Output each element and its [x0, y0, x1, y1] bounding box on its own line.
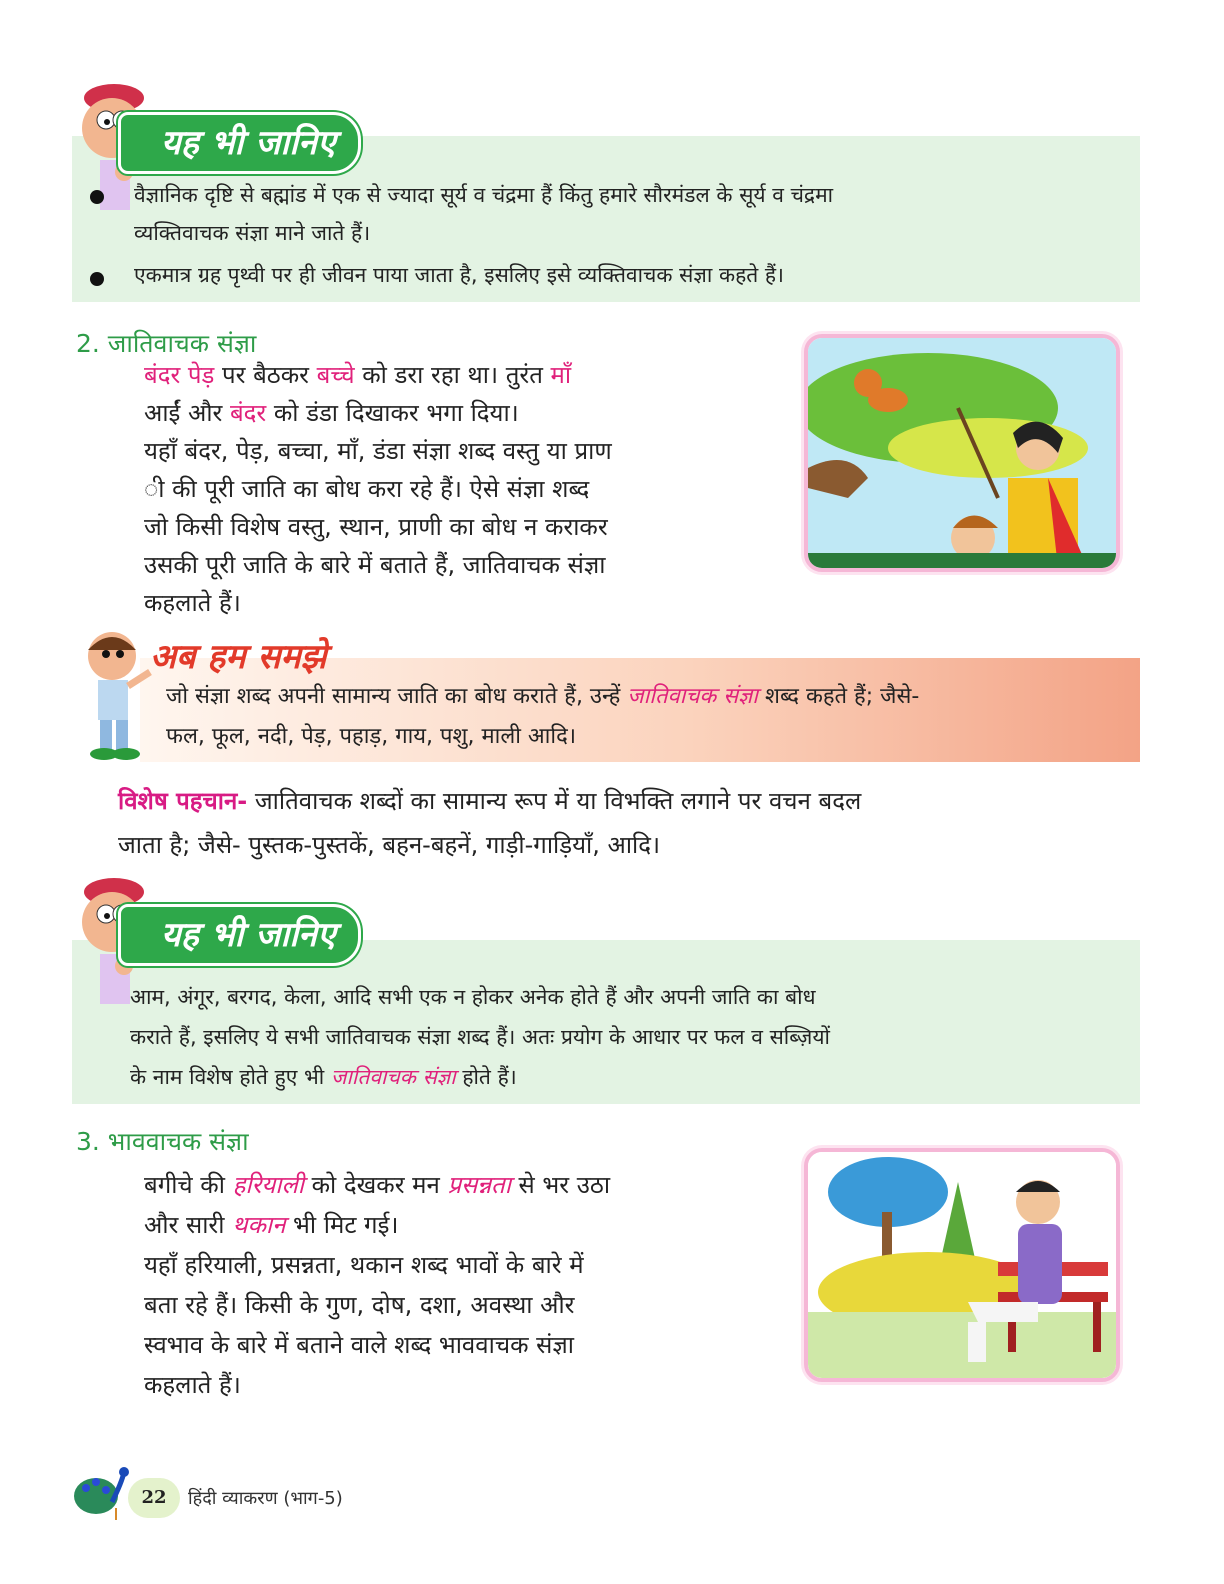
text-run: भी मिट गई। [285, 1211, 399, 1239]
highlight-word: हरियाली [232, 1171, 304, 1199]
pointing-boy-icon [74, 624, 154, 764]
section-2-line7: कहलाते हैं। [144, 589, 241, 617]
samjhe-line1 [166, 678, 919, 716]
highlight-term: जातिवाचक संज्ञा [627, 684, 758, 709]
section-2-line5: जो किसी विशेष वस्तु, स्थान, प्राणी का बोध न कराकर [144, 513, 608, 541]
bullet-dot [90, 272, 104, 286]
monkey-tree-icon [808, 338, 1116, 568]
box1-title: यह भी जानिए [118, 112, 361, 174]
box1-bullet-1-line1: वैज्ञानिक दृष्टि से बह्मांड में एक से ज्यादा सूर्य व चंद्रमा हैं किंतु हमारे सौरमंडल के सूर्य व चंद्रमा [134, 183, 834, 207]
section-3-line4: बता रहे हैं। किसी के गुण, दोष, दशा, अवस्था और [144, 1291, 575, 1319]
highlight-term: जातिवाचक संज्ञा [330, 1065, 456, 1089]
section-3-line3: यहाँ हरियाली, प्रसन्नता, थकान शब्द भावों के बारे में [144, 1251, 584, 1279]
page-number: 22 [128, 1478, 180, 1518]
highlight-word: थकान [232, 1211, 286, 1239]
box2-line2: कराते हैं, इसलिए ये सभी जातिवाचक संज्ञा शब्द हैं। अतः प्रयोग के आधार पर फल व सब्ज़ियों [130, 1025, 830, 1049]
highlight-word: बंदर पेड़ [144, 361, 215, 389]
text-run: के नाम विशेष होते हुए भी [130, 1065, 331, 1089]
book-title: हिंदी व्याकरण (भाग-5) [188, 1488, 343, 1509]
box1-bullet-2: एकमात्र ग्रह पृथ्वी पर ही जीवन पाया जाता है, इसलिए इसे व्यक्तिवाचक संज्ञा कहते हैं। [134, 263, 784, 287]
box2-line1: आम, अंगूर, बरगद, केला, आदि सभी एक न होकर अनेक होते हैं और अपनी जाति का बोध [130, 985, 816, 1009]
section-3-line2 [144, 1206, 398, 1244]
box2-title: यह भी जानिए [118, 904, 361, 966]
man-bench-icon [808, 1152, 1116, 1378]
section-3-heading: 3. भाववाचक संज्ञा [76, 1127, 249, 1156]
text-run: को डरा रहा था। तुरंत [354, 361, 551, 389]
text-run: को डंडा दिखाकर भगा दिया। [266, 399, 519, 427]
highlight-word: बच्चे [316, 361, 355, 389]
text-run: शब्द कहते हैं; जैसे- [757, 684, 920, 709]
text-run: आईं और [144, 399, 230, 427]
visesh-line1 [118, 782, 861, 820]
highlight-word: बंदर [229, 399, 267, 427]
section-3-line5: स्वभाव के बारे में बताने वाले शब्द भाववाचक संज्ञा [144, 1331, 574, 1359]
text-run: को देखकर मन [303, 1171, 448, 1199]
section-2-heading: 2. जातिवाचक संज्ञा [76, 329, 257, 358]
samjhe-line2: फल, फूल, नदी, पेड़, पहाड़, गाय, पशु, माली आदि। [166, 724, 577, 749]
section-2-line4: ी की पूरी जाति का बोध करा रहे हैं। ऐसे संज्ञा शब्द [144, 475, 590, 503]
park-bench-illustration [804, 1148, 1120, 1382]
peacock-icon [72, 1462, 136, 1522]
visesh-label: विशेष पहचान- [118, 787, 248, 815]
text-run: जो संज्ञा शब्द अपनी सामान्य जाति का बोध कराते हैं, उन्हें [166, 684, 628, 709]
text-run: बगीचे की [144, 1171, 233, 1199]
section-2-line3: यहाँ बंदर, पेड़, बच्चा, माँ, डंडा संज्ञा शब्द वस्तु या प्राण [144, 437, 612, 465]
section-3-line6: कहलाते हैं। [144, 1371, 241, 1399]
section-2-line2 [144, 394, 519, 432]
text-run: से भर उठा [510, 1171, 611, 1199]
monkey-illustration [804, 334, 1120, 572]
box2-line3 [130, 1058, 517, 1096]
text-run: होते हैं। [455, 1065, 517, 1089]
visesh-line2: जाता है; जैसे- पुस्तक-पुस्तकें, बहन-बहनें, गाड़ी-गाड़ियाँ, आदि। [118, 831, 661, 859]
box1-bullet-1-line2: व्यक्तिवाचक संज्ञा माने जाते हैं। [134, 221, 371, 245]
text-run: जातिवाचक शब्दों का सामान्य रूप में या विभक्ति लगाने पर वचन बदल [247, 787, 862, 815]
text-run: पर बैठकर [214, 361, 317, 389]
section-2-line1 [144, 356, 571, 394]
samjhe-title: अब हम समझे [150, 637, 327, 677]
highlight-word: प्रसन्नता [447, 1171, 511, 1199]
bullet-dot [90, 190, 104, 204]
text-run: और सारी [144, 1211, 233, 1239]
section-2-line6: उसकी पूरी जाति के बारे में बताते हैं, जातिवाचक संज्ञा [144, 551, 606, 579]
highlight-word: माँ [550, 361, 572, 389]
section-3-line1 [144, 1166, 610, 1204]
